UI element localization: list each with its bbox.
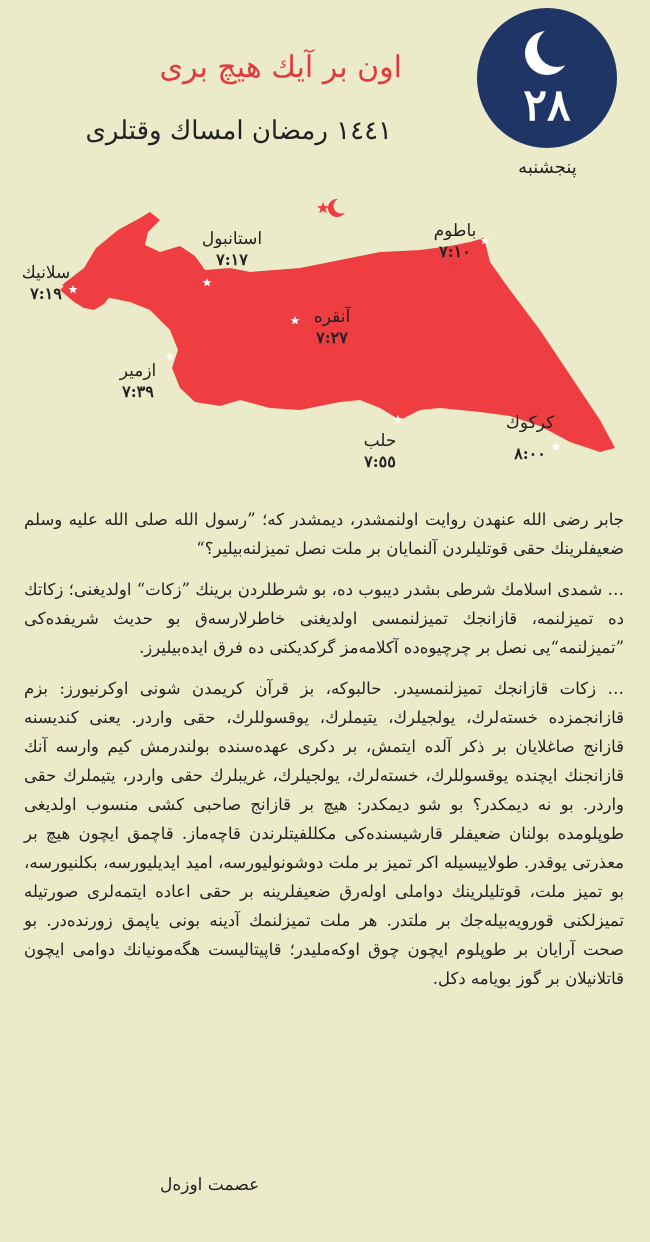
city-name: كركوك [505, 413, 555, 433]
city-time: ٧:١٠ [439, 242, 471, 262]
city-time: ٨:٠٠ [514, 444, 546, 464]
city-name: آنقره [313, 307, 351, 327]
article-paragraph: جابر رضی الله عنهدن روایت اولنمشدر، دیمشدر كه؛ ”رسول الله صلی الله علیه وسلم ضعیفلرینك حقی قوتلیلردن آلنمایان بر ملت نصل تمیزلنه‌بیلیر؟“ [24, 510, 624, 558]
day-number: ٢٨ [523, 80, 571, 131]
city-izmir [108, 360, 168, 403]
crescent-star-icon [317, 199, 349, 218]
article-body [24, 505, 624, 1005]
city-time: ٧:٢٧ [316, 328, 348, 348]
city-selanik [6, 262, 86, 305]
city-name: استانبول [201, 229, 263, 249]
city-batum [420, 220, 490, 263]
author-signature: عصمت اوزه‌ل [160, 1175, 260, 1195]
city-name: ازمیر [119, 361, 157, 381]
city-name: حلب [363, 431, 397, 451]
city-time: ٧:٥٥ [364, 452, 396, 472]
city-ankara [302, 306, 362, 349]
city-istanbul [192, 228, 272, 271]
city-kerkuk [500, 412, 560, 465]
article-paragraph: … شمدی اسلامك شرطی بشدر دیبوب ده، بو شرطلردن برینك ”زكات“ اولدیغنی؛ زكاتك ده تمیزلنمه، قازانجك تمیزلنمسی اولدیغنی خاطرلارسه‌ق بو حدیث شریفده‌كی ”تمیزلنمه“یی نصل بر چرچیوه‌ده آكلامه‌مز گركدیكنی ده فرق ایده‌بیلیرز. [24, 580, 624, 657]
day-badge [477, 8, 617, 148]
page-subtitle: ١٤٤١ رمضان امساك وقتلری [85, 116, 392, 146]
city-name: باطوم [433, 221, 477, 241]
star-icon [317, 202, 329, 213]
city-name: سلانیك [21, 263, 71, 283]
city-halep [350, 430, 410, 473]
city-time: ٧:١٩ [30, 284, 62, 304]
turkey-map [0, 190, 650, 490]
weekday-label: پنجشنبه [518, 157, 577, 178]
city-time: ٧:٣٩ [122, 382, 154, 402]
page-title: اون بر آیك هیچ بری [159, 50, 402, 85]
article-paragraph: … زكات قازانجك تمیزلنمسیدر. حالبوكه، بز قرآن كریمدن شونی اوكرنیورز: بزم قازانجمزده خسته‌لرك، یولجیلرك، یتیملرك، یوقسوللرك، حقی واردر. یعنی كندیسنه قازانج صاغلایان بر ذكر آلده ایتمش، بر دكری عهده‌سنده بولندرمش كیم وارسه آنك قازانجنك ایچنده یوقسوللرك، خسته‌لرك، یولجیلرك، غریبلرك حقی واردر، یتیملرك حقی واردر. بو نه دیمكدر؟ بو شو دیمكدر: هیچ بر قازانج صاحبی كشی منسوب اولدیغی طوپلومده بولنان ضعیفلر قارشیسنده‌كی مكللفیتلرندن قاچه‌ماز. قاچمق ایچون هیچ بر معذرتی یوقدر. طولاییسیله اكر تمیز بر ملت دوشونولیورسه، امید ایدیلیورسه، بكلنیورسه، بو تمیز ملت، قوتلیلرینك دواملی اوله‌رق ضعیفلرینه بر حقی اعاده ایتمه‌لری صورتیله تمیزلكنی قورویه‌بیله‌جك بر ملتدر. هر ملت تمیزلنمك آدینه بونی یاپمق زورنده‌در. بو صحت آرایان بر طوپلوم ایچون چوق اوكه‌ملیدر؛ قاپیتالیست هگه‌مونیانك دوامی ایچون قاتلانیلان بر گوز بویامه دكل. [24, 679, 624, 988]
city-time: ٧:١٧ [216, 250, 248, 270]
